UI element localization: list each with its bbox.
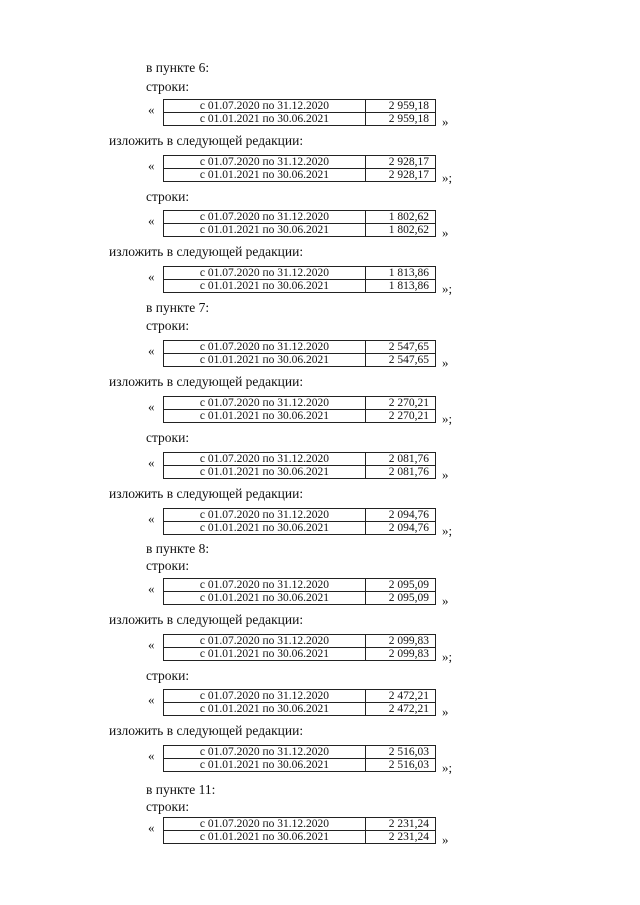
table-row [164,509,436,522]
table-row [164,113,436,126]
table-row [164,831,436,844]
section-heading-6: в пункте 6: [146,60,210,75]
period-cell: с 01.07.2020 по 31.12.2020 [164,211,366,224]
table-row [164,100,436,113]
section-heading-7: в пункте 7: [146,300,210,315]
table-row [164,635,436,648]
quote-open: « [148,581,155,596]
price-cell: 2 472,21 [366,703,436,716]
price-cell: 1 813,86 [366,267,436,280]
quote-close: » [442,704,449,719]
quote-close: » [442,832,449,847]
price-cell: 2 959,18 [366,113,436,126]
period-cell: с 01.07.2020 по 31.12.2020 [164,100,366,113]
quote-close: » [442,467,449,482]
price-table-12 [163,745,436,772]
price-cell: 2 959,18 [366,100,436,113]
table-row [164,410,436,423]
period-cell: с 01.01.2021 по 30.06.2021 [164,759,366,772]
price-cell: 2 270,21 [366,410,436,423]
replace-label: изложить в следующей редакции: [109,612,304,627]
table-row [164,648,436,661]
price-cell: 2 547,65 [366,341,436,354]
table-row [164,453,436,466]
lines-label: строки: [146,79,190,94]
section-heading-11: в пункте 11: [146,782,216,797]
period-cell: с 01.07.2020 по 31.12.2020 [164,397,366,410]
price-cell: 2 231,24 [366,818,436,831]
period-cell: с 01.07.2020 по 31.12.2020 [164,156,366,169]
period-cell: с 01.01.2021 по 30.06.2021 [164,592,366,605]
lines-label: строки: [146,430,190,445]
quote-open: « [148,511,155,526]
table-row [164,818,436,831]
quote-close: »; [442,281,453,296]
quote-close: » [442,225,449,240]
period-cell: с 01.01.2021 по 30.06.2021 [164,169,366,182]
quote-open: « [148,820,155,835]
price-cell: 2 095,09 [366,579,436,592]
period-cell: с 01.07.2020 по 31.12.2020 [164,746,366,759]
replace-label: изложить в следующей редакции: [109,486,304,501]
price-cell: 2 231,24 [366,831,436,844]
price-table-7 [163,452,436,479]
price-cell: 1 802,62 [366,224,436,237]
table-row [164,466,436,479]
table-row [164,746,436,759]
price-cell: 2 081,76 [366,453,436,466]
table-row [164,280,436,293]
lines-label: строки: [146,668,190,683]
table-row [164,690,436,703]
price-cell: 2 928,17 [366,169,436,182]
quote-open: « [148,343,155,358]
period-cell: с 01.01.2021 по 30.06.2021 [164,113,366,126]
quote-open: « [148,399,155,414]
price-cell: 2 094,76 [366,509,436,522]
price-cell: 2 928,17 [366,156,436,169]
period-cell: с 01.01.2021 по 30.06.2021 [164,410,366,423]
period-cell: с 01.01.2021 по 30.06.2021 [164,703,366,716]
price-cell: 2 095,09 [366,592,436,605]
price-cell: 2 270,21 [366,397,436,410]
quote-open: « [148,692,155,707]
price-table-1 [163,99,436,126]
period-cell: с 01.07.2020 по 31.12.2020 [164,267,366,280]
quote-close: »; [442,411,453,426]
table-row [164,267,436,280]
quote-open: « [148,637,155,652]
table-row [164,703,436,716]
price-table-6 [163,396,436,423]
period-cell: с 01.07.2020 по 31.12.2020 [164,341,366,354]
quote-close: »; [442,523,453,538]
table-row [164,156,436,169]
price-cell: 2 547,65 [366,354,436,367]
period-cell: с 01.01.2021 по 30.06.2021 [164,354,366,367]
quote-open: « [148,102,155,117]
quote-close: » [442,114,449,129]
price-table-11 [163,689,436,716]
quote-close: » [442,593,449,608]
price-cell: 2 081,76 [366,466,436,479]
quote-open: « [148,455,155,470]
table-row [164,759,436,772]
quote-close: »; [442,760,453,775]
price-table-10 [163,634,436,661]
lines-label: строки: [146,558,190,573]
table-row [164,592,436,605]
period-cell: с 01.07.2020 по 31.12.2020 [164,635,366,648]
table-row [164,522,436,535]
replace-label: изложить в следующей редакции: [109,374,304,389]
period-cell: с 01.07.2020 по 31.12.2020 [164,579,366,592]
quote-open: « [148,213,155,228]
period-cell: с 01.01.2021 по 30.06.2021 [164,522,366,535]
price-cell: 1 813,86 [366,280,436,293]
price-table-9 [163,578,436,605]
table-row [164,341,436,354]
lines-label: строки: [146,189,190,204]
price-table-5 [163,340,436,367]
period-cell: с 01.07.2020 по 31.12.2020 [164,690,366,703]
period-cell: с 01.01.2021 по 30.06.2021 [164,466,366,479]
quote-open: « [148,748,155,763]
table-row [164,354,436,367]
period-cell: с 01.01.2021 по 30.06.2021 [164,224,366,237]
section-heading-8: в пункте 8: [146,541,210,556]
price-table-13 [163,817,436,844]
replace-label: изложить в следующей редакции: [109,244,304,259]
quote-close: »; [442,649,453,664]
period-cell: с 01.07.2020 по 31.12.2020 [164,453,366,466]
quote-close: »; [442,170,453,185]
price-cell: 2 516,03 [366,746,436,759]
table-row [164,579,436,592]
price-table-3 [163,210,436,237]
price-cell: 2 099,83 [366,635,436,648]
table-row [164,224,436,237]
price-cell: 2 472,21 [366,690,436,703]
period-cell: с 01.07.2020 по 31.12.2020 [164,509,366,522]
quote-open: « [148,158,155,173]
table-row [164,169,436,182]
replace-label: изложить в следующей редакции: [109,133,304,148]
price-cell: 1 802,62 [366,211,436,224]
price-table-8 [163,508,436,535]
price-cell: 2 099,83 [366,648,436,661]
period-cell: с 01.01.2021 по 30.06.2021 [164,280,366,293]
period-cell: с 01.01.2021 по 30.06.2021 [164,648,366,661]
price-table-2 [163,155,436,182]
quote-open: « [148,269,155,284]
period-cell: с 01.07.2020 по 31.12.2020 [164,818,366,831]
price-cell: 2 094,76 [366,522,436,535]
replace-label: изложить в следующей редакции: [109,723,304,738]
price-table-4 [163,266,436,293]
price-cell: 2 516,03 [366,759,436,772]
table-row [164,397,436,410]
lines-label: строки: [146,318,190,333]
table-row [164,211,436,224]
period-cell: с 01.01.2021 по 30.06.2021 [164,831,366,844]
quote-close: » [442,355,449,370]
lines-label: строки: [146,799,190,814]
